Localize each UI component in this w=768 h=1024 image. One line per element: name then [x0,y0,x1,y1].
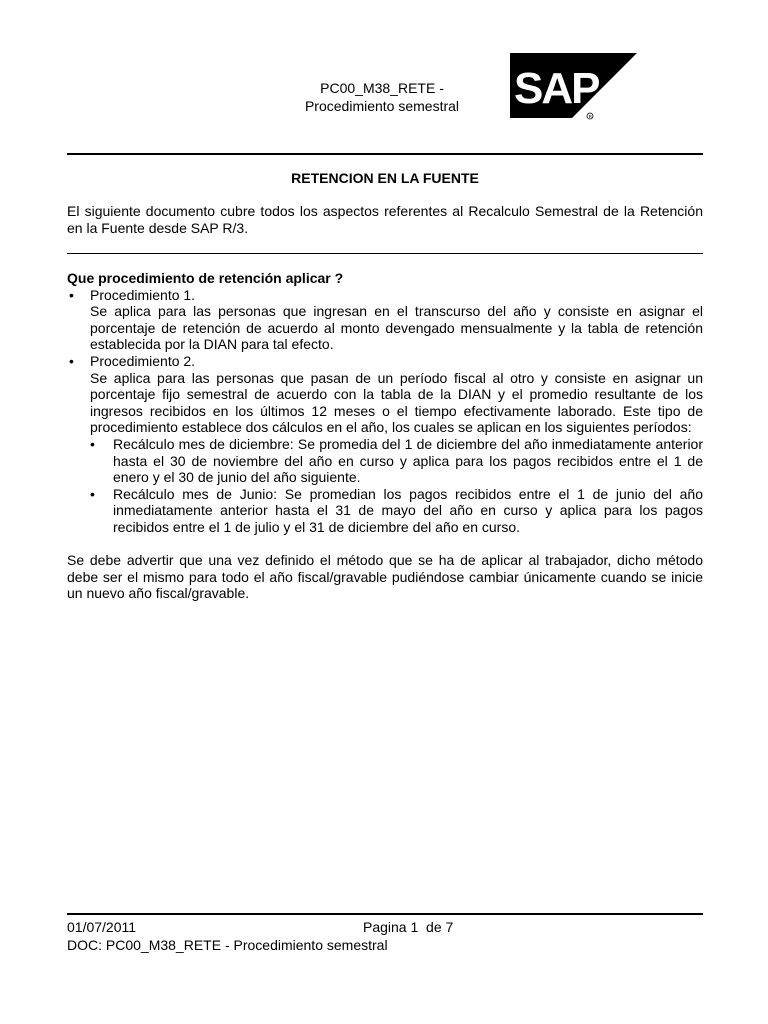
svg-text:R: R [588,113,592,119]
procedure-item [67,353,703,536]
recalculation-item [90,436,703,486]
recalculation-text: Recálculo mes de diciembre: Se promedia del 1 de diciembre del año inmediatamente anterior hasta el 30 de noviembre del año en curso y aplica para los pagos recibidos entre el 1 de enero y el 30 de junio del año siguiente. [113,435,703,486]
recalculation-list [90,436,703,536]
main-content [67,270,703,602]
header-divider [67,153,703,155]
intro-paragraph: El siguiente documento cubre todos los aspectos referentes al Recalculo Semestral de la Retención en la Fuente desde SAP R/3. [67,203,703,236]
section-divider [67,253,703,254]
footer-page-number: Pagina 1 de 7 [363,919,454,935]
procedure-description: Se aplica para las personas que ingresan en el transcurso del año y consiste en asignar el porcentaje de retención de acuerdo al monto devengado mensualmente y la tabla de retención establecida por la DIAN para tal efecto. [90,303,703,353]
sap-logo [510,53,637,121]
bullet-icon: • [90,485,95,502]
closing-paragraph: Se debe advertir que una vez definido el método que se ha de aplicar al trabajador, dicho método debe ser el mismo para todo el año fiscal/gravable pudiéndose cambiar únicamente cuando se inicie un nuevo año fiscal/gravable. [67,552,703,602]
bullet-icon: • [69,352,74,369]
section-title: RETENCION EN LA FUENTE [291,170,479,186]
document-header-title [230,79,534,115]
question-heading: Que procedimiento de retención aplicar ? [67,270,344,286]
procedure-title: Procedimiento 2. [90,352,196,369]
procedure-list [67,287,703,536]
recalculation-text: Recálculo mes de Junio: Se promedian los pagos recibidos entre el 1 de junio del año inmediatamente anterior hasta el 31 de mayo del año en curso y aplica para los pagos recibidos entre el 1 de julio y el 31 de diciembre del año en curso. [113,485,703,535]
procedure-item [67,287,703,353]
bullet-icon: • [90,435,95,452]
svg-text:SAP: SAP [514,64,599,113]
procedure-description: Se aplica para las personas que pasan de un período fiscal al otro y consiste en asignar un porcentaje fijo semestral de acuerdo con la tabla de la DIAN y el promedio resultante de los ingresos recibidos en los últimos 12 meses o el tiempo efectivamente laborado. Este tipo de procedimiento establece dos cálculos en el año, los cuales se aplican en los siguientes períodos: [90,369,703,436]
footer-date: 01/07/2011 [67,919,137,935]
header-title-line2: Procedimiento semestral [304,98,460,114]
footer-divider [67,913,703,915]
footer-doc-reference: DOC: PC00_M38_RETE - Procedimiento semestral [67,937,388,953]
recalculation-item [90,486,703,536]
header-title-line1: PC00_M38_RETE - [320,80,444,96]
procedure-title: Procedimiento 1. [90,286,196,303]
bullet-icon: • [69,286,74,303]
